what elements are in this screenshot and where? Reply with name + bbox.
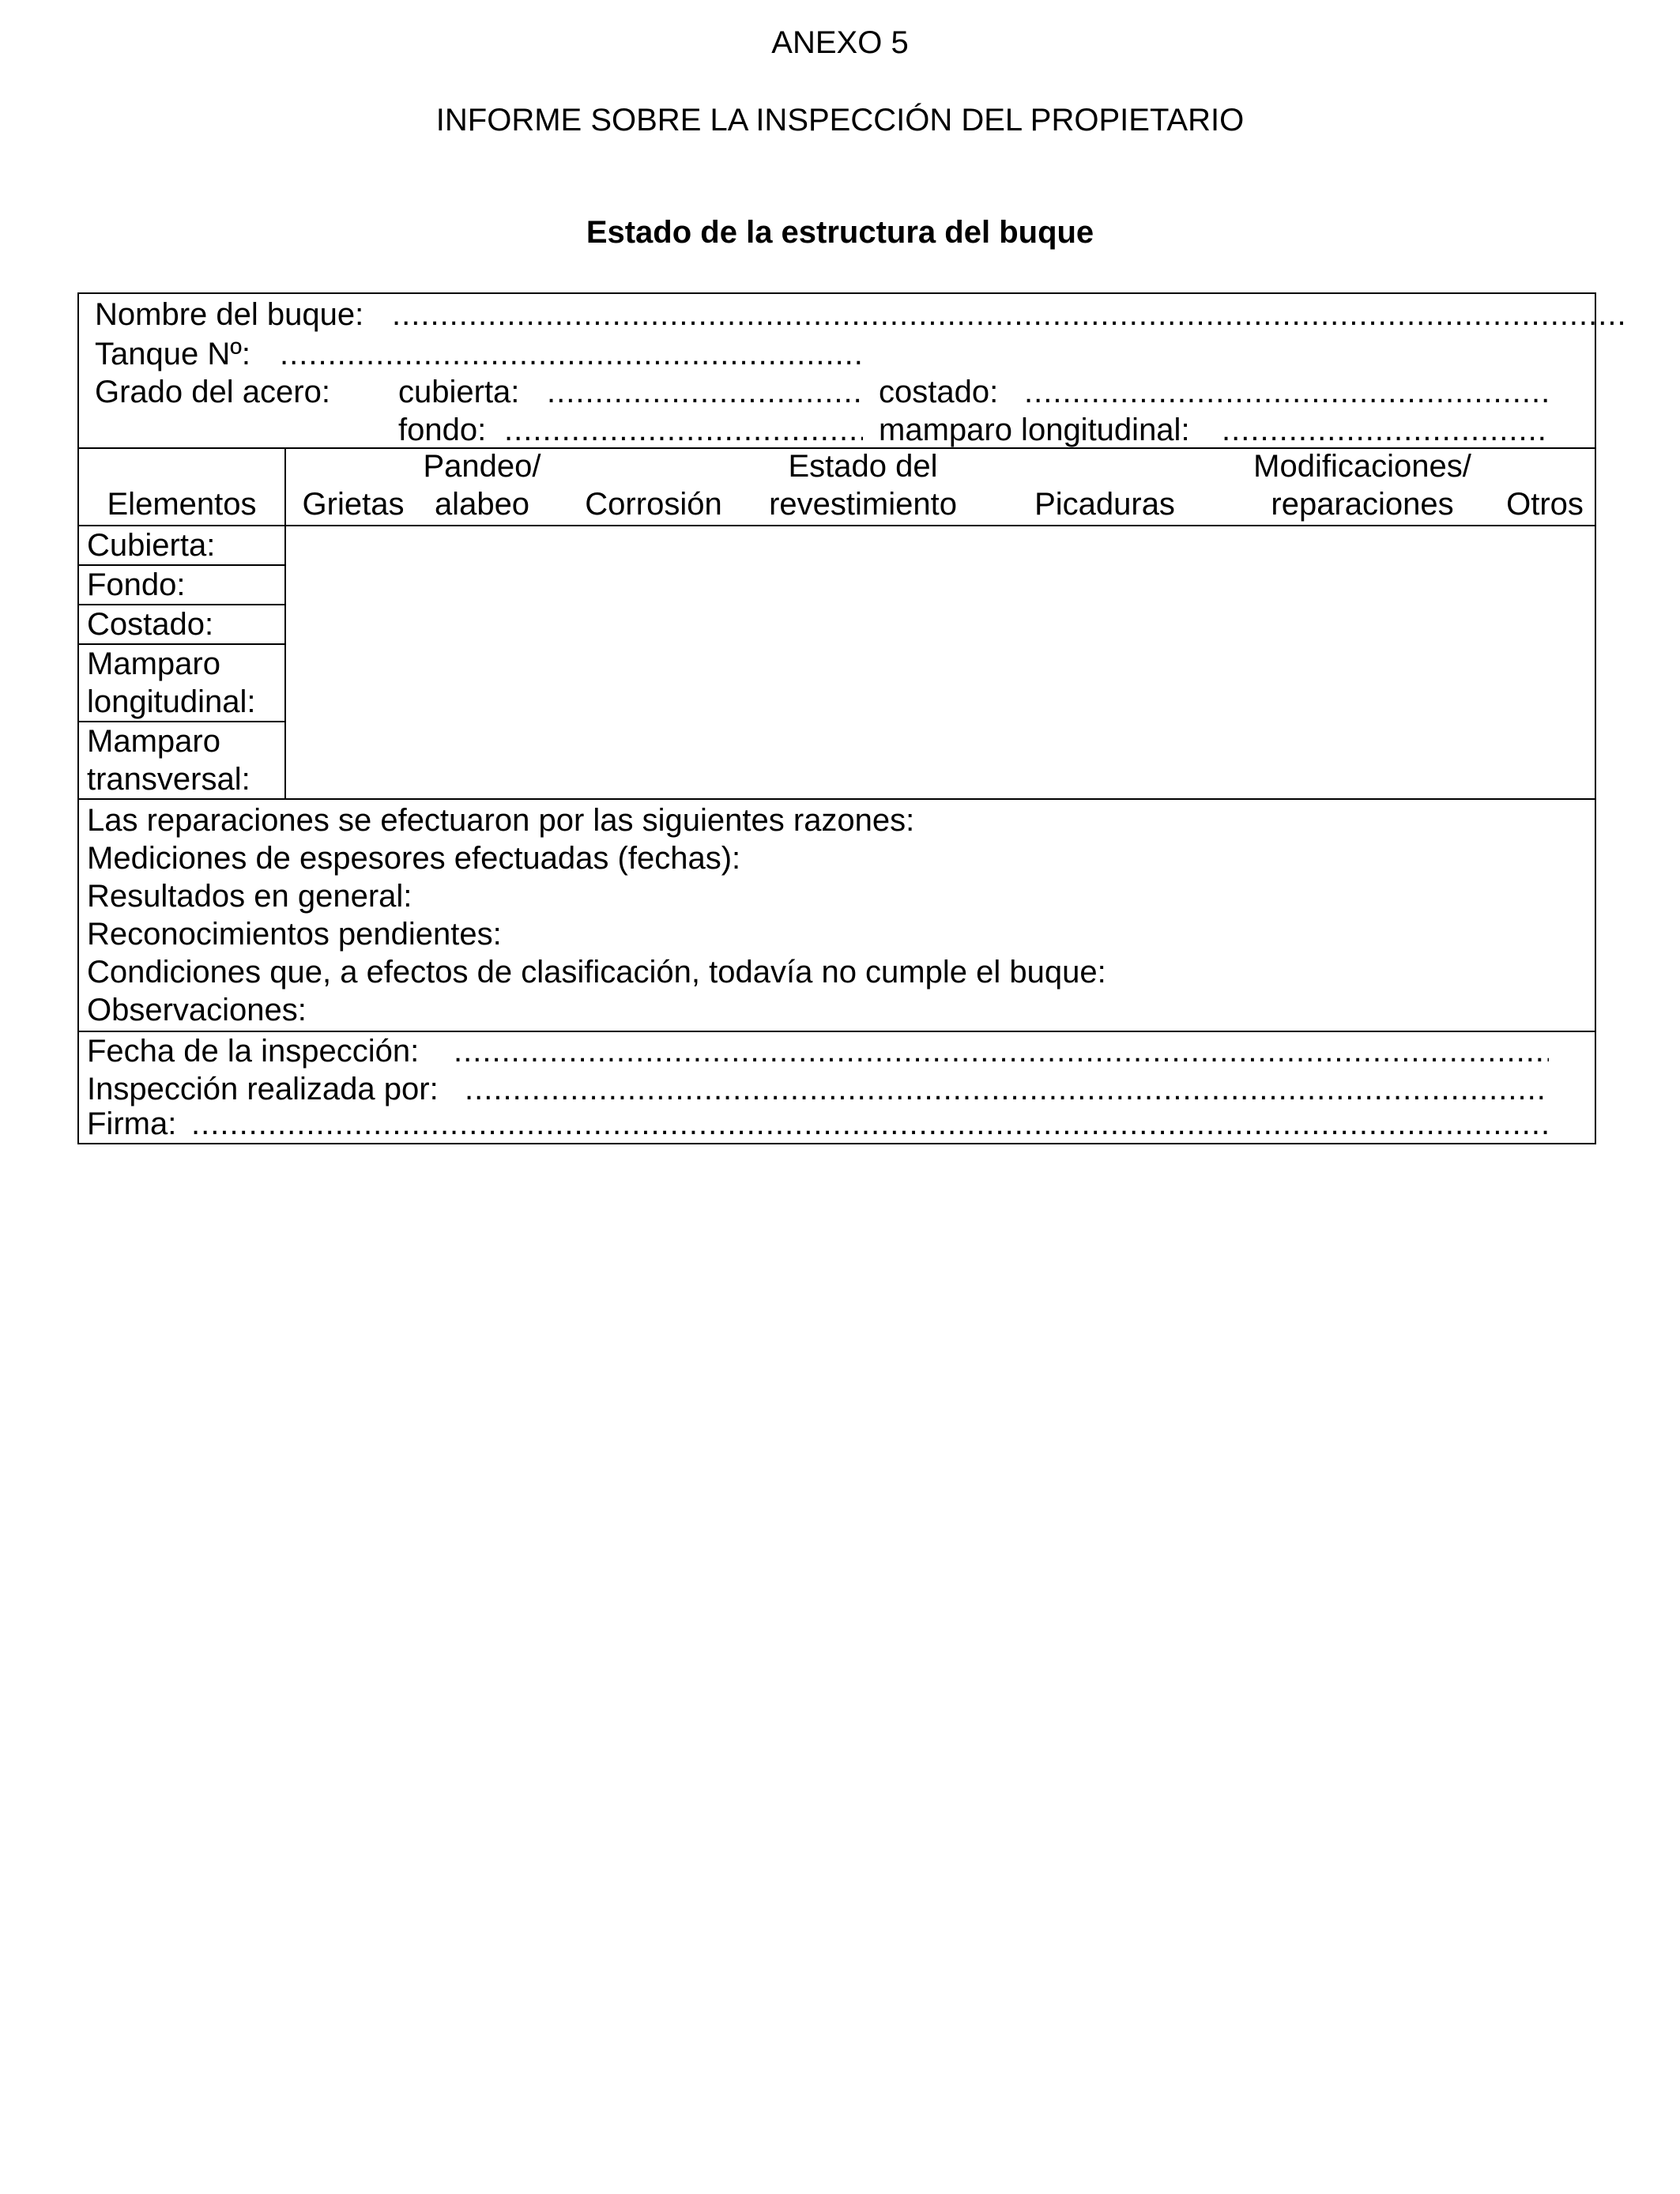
header-buckling-line1: Pandeo/: [423, 449, 541, 484]
note-pending-surveys: Reconocimientos pendientes:: [87, 917, 502, 952]
long-bulkhead-grade-label: mamparo longitudinal:: [879, 413, 1190, 447]
steel-grade-label: Grado del acero:: [95, 375, 330, 409]
bottom-grade-field[interactable]: [504, 411, 863, 449]
side-grade-label: costado:: [879, 375, 999, 409]
inspection-form: [77, 292, 1596, 1144]
element-longitudinal-bulkhead: Mamparo longitudinal:: [87, 647, 256, 719]
note-thickness-measurements: Mediciones de espesores efectuadas (fechas):: [87, 841, 741, 876]
ship-name-field[interactable]: [392, 296, 1628, 334]
note-repairs-reasons: Las reparaciones se efectuaron por las siguientes razones:: [87, 803, 915, 838]
header-cracks: Grietas: [302, 487, 405, 522]
long-bulkhead-grade-field[interactable]: [1222, 411, 1549, 449]
bottom-grade-label: fondo:: [398, 413, 487, 447]
section-subtitle: Estado de la estructura del buque: [586, 215, 1094, 250]
divider: [79, 798, 1595, 800]
note-observations: Observaciones:: [87, 993, 307, 1027]
note-general-results: Resultados en general:: [87, 879, 412, 914]
header-coating-line1: Estado del: [788, 449, 938, 484]
header-repairs-line2: reparaciones: [1271, 487, 1454, 522]
header-repairs-line1: Modificaciones/: [1253, 449, 1471, 484]
note-class-conditions: Condiciones que, a efectos de clasificación, todavía no cumple el buque:: [87, 955, 1106, 990]
side-grade-field[interactable]: [1024, 373, 1549, 411]
element-deck: Cubierta:: [87, 528, 216, 563]
deck-grade-field[interactable]: [547, 373, 863, 411]
signature-label: Firma:: [87, 1106, 177, 1141]
signature-field[interactable]: [191, 1105, 1549, 1143]
annex-number: ANEXO 5: [771, 25, 909, 60]
report-title: INFORME SOBRE LA INSPECCIÓN DEL PROPIETARIO: [435, 103, 1245, 138]
tank-number-field[interactable]: [280, 335, 864, 373]
element-bottom: Fondo:: [87, 567, 186, 602]
header-coating-line2: revestimiento: [769, 487, 957, 522]
tank-number-label: Tanque Nº:: [95, 337, 250, 371]
header-corrosion: Corrosión: [585, 487, 722, 522]
inspection-date-label: Fecha de la inspección:: [87, 1034, 420, 1069]
header-elements: Elementos: [107, 487, 257, 522]
ship-name-label: Nombre del buque:: [95, 297, 364, 332]
element-transverse-bulkhead: Mamparo transversal:: [87, 724, 250, 797]
divider: [284, 447, 286, 798]
divider: [79, 525, 1595, 526]
deck-grade-label: cubierta:: [398, 375, 520, 409]
inspector-label: Inspección realizada por:: [87, 1072, 439, 1106]
header-buckling-line2: alabeo: [434, 487, 530, 522]
inspection-date-field[interactable]: [454, 1032, 1549, 1070]
inspector-field[interactable]: [465, 1070, 1549, 1108]
header-others: Otros: [1506, 487, 1584, 522]
element-side: Costado:: [87, 607, 214, 642]
header-pitting: Picaduras: [1034, 487, 1175, 522]
